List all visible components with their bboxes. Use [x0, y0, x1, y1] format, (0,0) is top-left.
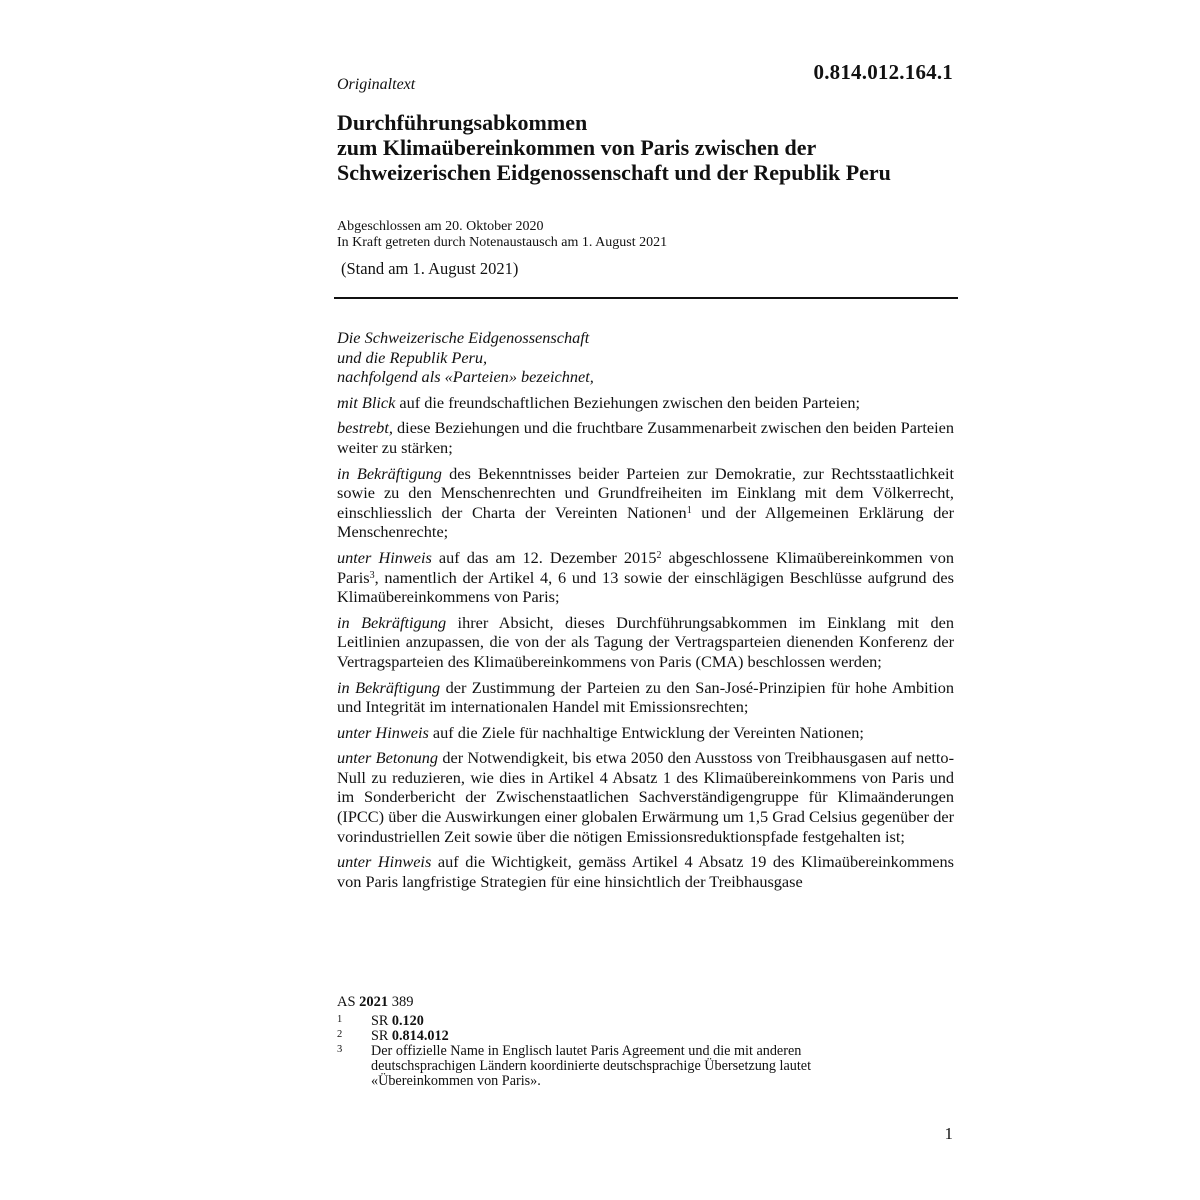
parties-line: und die Republik Peru, — [337, 347, 488, 367]
footnote-prefix: SR — [371, 1013, 392, 1029]
document-dates — [337, 219, 667, 251]
stand-date: (Stand am 1. August 2021) — [341, 259, 519, 278]
footnote-number: 1 — [337, 1014, 343, 1025]
paragraph-text: der Notwendigkeit, bis etwa 2050 den Ausstoss von Treibhausgasen auf netto-Null zu reduzieren, wie dies in Artikel 4 Absatz 1 des Klimaübereinkommens von Paris und im Sonderbericht der Zwischenstaatlichen Sachverständigengruppe für Klimaänderungen (IPCC) über die Auswirkungen einer globalen Erwärmung um 1,5 Grad Celsius gegenüber der vorindustriellen Zeit sowie über die nötigen Emissionsreduktionspfade festgehalten ist; — [337, 748, 954, 846]
as-page: 389 — [388, 994, 414, 1010]
paragraph-text: auf das am 12. Dezember 2015 — [431, 547, 657, 567]
title-line: Schweizerischen Eidgenossenschaft und der Republik Peru — [337, 160, 891, 185]
preamble-paragraph — [337, 748, 954, 846]
preamble-paragraph — [337, 393, 954, 413]
paragraph-lead: in Bekräftigung — [337, 463, 442, 483]
paragraph-lead: in Bekräftigung — [337, 677, 441, 697]
footnote-text — [371, 1029, 897, 1044]
body-clip — [337, 328, 957, 972]
footnote-ref[interactable]: 2 — [656, 549, 662, 561]
footnote-number: 3 — [337, 1044, 343, 1055]
preamble-paragraph — [337, 418, 954, 457]
preamble-paragraph — [337, 852, 954, 891]
paragraph-text: der Zustimmung der Parteien zu den San-José-Prinzipien für hohe Ambition und Integrität im internationalen Handel mit Emissionsrechten; — [337, 677, 954, 717]
paragraph-lead: unter Hinweis — [337, 547, 432, 567]
paragraph-text: und der Allgemeinen Erklärung der Menschenrechte; — [337, 502, 954, 542]
paragraph-text: auf die Wichtigkeit, gemäss Artikel 4 Absatz 19 des Klimaübereinkommens von Paris langfristige Strategien für eine hinsichtlich der Treibhausgase — [337, 852, 954, 891]
page-number: 1 — [944, 1124, 953, 1143]
footnotes — [337, 1014, 897, 1089]
document-title — [337, 110, 977, 185]
paragraph-text: auf die freundschaftlichen Beziehungen zwischen den beiden Parteien; — [395, 392, 861, 412]
paragraph-text: , namentlich der Artikel 4, 6 und 13 sowie der einschlägigen Beschlüsse aufgrund des Klimaübereinkommens von Paris; — [337, 567, 954, 607]
preamble-paragraph — [337, 464, 954, 542]
paragraph-lead: in Bekräftigung — [337, 612, 447, 632]
as-prefix: AS — [337, 994, 360, 1010]
paragraph-text: abgeschlossene Klimaübereinkommen von Paris — [337, 547, 954, 587]
footnote-number: 2 — [337, 1029, 343, 1040]
preamble-paragraph — [337, 723, 954, 743]
title-line: zum Klimaübereinkommen von Paris zwischen der — [337, 135, 817, 160]
paragraph-text: ihrer Absicht, dieses Durchführungsabkommen im Einklang mit den Leitlinien anzupassen, die von der als Tagung der Vertragsparteien dienenden Konferenz der Vertragsparteien des Klimaübereinkommens von Paris (CMA) beschlossen werden; — [337, 612, 954, 671]
as-year: 2021 — [359, 994, 389, 1010]
paragraph-lead: unter Hinweis — [337, 852, 432, 872]
preamble-body — [337, 328, 954, 891]
footnote-ref[interactable]: 3 — [369, 569, 375, 581]
concluded-date: Abgeschlossen am 20. Oktober 2020 — [337, 219, 544, 234]
paragraph-lead: unter Betonung — [337, 748, 439, 768]
footnote — [337, 1044, 897, 1089]
preamble-paragraph — [337, 678, 954, 717]
paragraph-text: diese Beziehungen und die fruchtbare Zusammenarbeit zwischen den beiden Parteien weiter zu stärken; — [337, 418, 954, 457]
parties-line: Die Schweizerische Eidgenossenschaft — [337, 328, 590, 347]
title-line: Durchführungsabkommen — [337, 110, 588, 135]
footnote-text: Der offizielle Name in Englisch lautet Paris Agreement und die mit anderen deutschsprachigen Ländern koordinierte deutschsprachige Übersetzung lautet «Übereinkommen von Paris». — [371, 1043, 812, 1089]
footnote — [337, 1029, 897, 1044]
paragraph-text: des Bekenntnisses beider Parteien zur Demokratie, zur Rechtsstaatlichkeit sowie zu den Menschenrechten und Grundfreiheiten im Einklang mit dem Völkerrecht, einschliesslich der Charta der Vereinten Nationen — [337, 463, 954, 522]
parties-line: nachfolgend als «Parteien» bezeichnet, — [337, 367, 594, 387]
footnote-prefix: SR — [371, 1028, 392, 1044]
originaltext-label: Originaltext — [337, 76, 416, 93]
preamble-parties — [337, 328, 954, 387]
preamble-paragraph — [337, 613, 954, 672]
as-reference — [337, 994, 414, 1011]
in-force-date: In Kraft getreten durch Notenaustausch am 1. August 2021 — [337, 235, 668, 250]
header-divider — [334, 297, 958, 299]
footnote — [337, 1014, 897, 1029]
preamble-paragraph — [337, 548, 954, 607]
footnote-sr-number[interactable]: 0.814.012 — [391, 1028, 449, 1044]
paragraph-lead: mit Blick — [337, 392, 396, 412]
sr-number: 0.814.012.164.1 — [813, 60, 953, 84]
footnote-sr-number[interactable]: 0.120 — [391, 1013, 424, 1029]
paragraph-lead: unter Hinweis — [337, 722, 429, 742]
footnote-ref[interactable]: 1 — [686, 504, 692, 516]
paragraph-lead: bestrebt, — [337, 418, 393, 438]
footnote-text — [371, 1014, 897, 1029]
paragraph-text: auf die Ziele für nachhaltige Entwicklung der Vereinten Nationen; — [428, 722, 864, 742]
